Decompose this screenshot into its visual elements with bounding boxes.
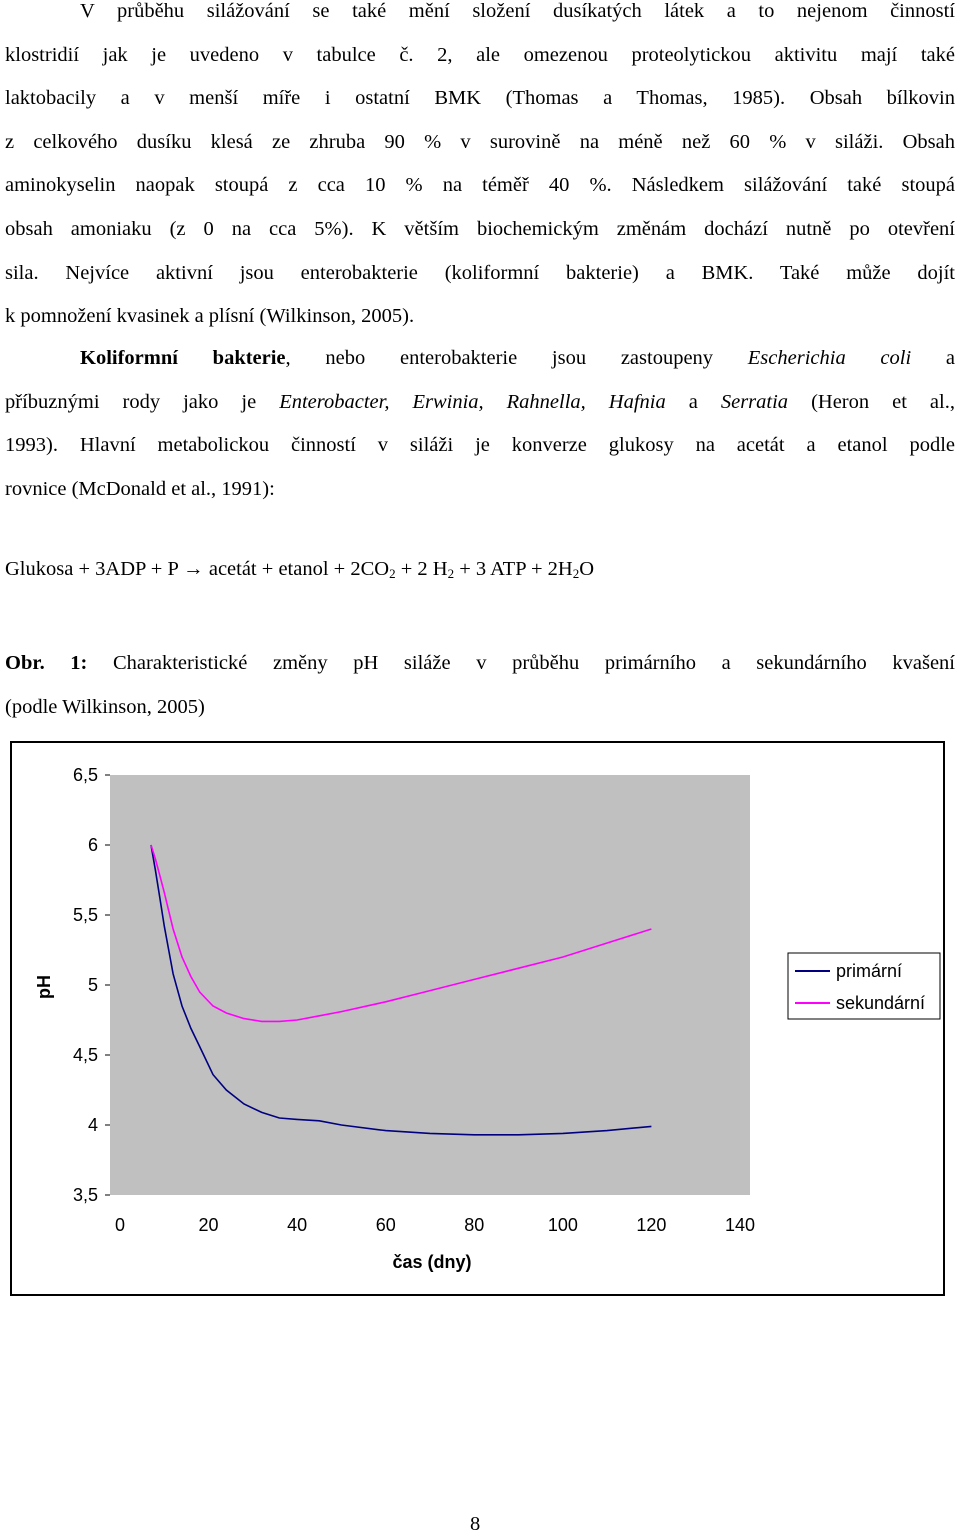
caption-line: Obr. 1: Charakteristické změny pH siláže v průběhu primárního a sekundárního kvašení: [5, 652, 955, 674]
x-tick-label: 20: [198, 1215, 219, 1235]
paragraph-line: sila. Nejvíce aktivní jsou enterobakterie (koliformní bakterie) a BMK. Také může dojít: [5, 261, 955, 284]
legend: [788, 953, 940, 1019]
plot-area: [110, 775, 750, 1195]
x-tick-label: 60: [375, 1215, 396, 1235]
legend-label-primarni: primární: [836, 961, 903, 981]
y-tick-label: 4,5: [72, 1045, 98, 1065]
x-tick-label: 80: [464, 1215, 485, 1235]
y-tick-label: 6: [87, 835, 98, 855]
x-axis: [115, 1215, 755, 1235]
y-tick-label: 4: [87, 1115, 98, 1135]
paragraph-line: Koliformní bakterie, nebo enterobakterie jsou zastoupeny Escherichia coli a: [80, 347, 955, 369]
paragraph-line: aminokyselin naopak stoupá z cca 10 % na téměř 40 %. Následkem silážování také stoupá: [5, 174, 955, 197]
species-name: Escherichia coli: [747, 347, 912, 369]
paragraph-line: V průběhu silážování se také mění složení dusíkatých látek a to nejenom činností: [80, 0, 955, 22]
y-tick-label: 5,5: [72, 905, 98, 925]
paragraph-line: obsah amoniaku (z 0 na cca 5%). K větším biochemickým změnám dochází nutně po otevření: [5, 217, 955, 240]
paragraph-line: z celkového dusíku klesá ze zhruba 90 % v surovině na méně než 60 % v siláži. Obsah: [5, 130, 955, 153]
glucose-equation: Glukosa + 3ADP + P → acetát + etanol + $2CO_2 + 2$ $H_2 + 3$ ATP + $2H_2O$: [5, 558, 595, 581]
x-tick-label: 40: [287, 1215, 308, 1235]
figure-caption: [5, 642, 955, 729]
legend-label-sekundarni: sekundární: [836, 993, 926, 1013]
page-number: 8: [470, 1513, 481, 1535]
x-tick-label: 0: [114, 1215, 126, 1235]
caption-line: (podle Wilkinson, 2005): [5, 695, 205, 718]
chart-svg: [12, 743, 943, 1294]
genus-serratia: Serratia: [720, 390, 789, 413]
arrow-icon: →: [183, 558, 204, 580]
x-tick-label: 100: [547, 1215, 578, 1235]
term-coliform: Koliformní bakterie: [80, 347, 286, 369]
x-axis-label: čas (dny): [392, 1252, 472, 1272]
paragraph-line: rovnice (McDonald et al., 1991):: [5, 477, 275, 500]
paragraph-line: k pomnožení kvasinek a plísní (Wilkinson, 2005).: [5, 305, 415, 328]
paragraph-line: 1993). Hlavní metabolickou činností v siláži je konverze glukosy na acetát a etanol podle: [5, 434, 955, 457]
y-tick-label: 6,5: [72, 765, 98, 785]
paragraph-line: příbuznými rody jako je Enterobacter, Erwinia, Rahnella, Hafnia a Serratia (Heron et al.,: [5, 390, 955, 413]
y-axis: [73, 765, 110, 1205]
y-tick-label: 5: [87, 975, 98, 995]
genera-names: Enterobacter, Erwinia, Rahnella, Hafnia: [279, 390, 666, 413]
paragraph-nitrogen-changes: [5, 0, 955, 339]
figure-label: Obr. 1:: [5, 652, 88, 674]
paragraph-coliform-bacteria: [5, 337, 955, 511]
y-tick-label: 3,5: [72, 1185, 98, 1205]
ph-chart: [10, 741, 945, 1296]
x-tick-label: 140: [724, 1215, 756, 1235]
paragraph-line: laktobacily a v menší míře i ostatní BMK (Thomas a Thomas, 1985). Obsah bílkovin: [5, 87, 955, 110]
x-tick-label: 120: [636, 1215, 667, 1235]
paragraph-line: klostridií jak je uvedeno v tabulce č. 2, ale omezenou proteolytickou aktivitu mají také: [5, 43, 955, 66]
y-axis-label: pH: [34, 975, 54, 999]
